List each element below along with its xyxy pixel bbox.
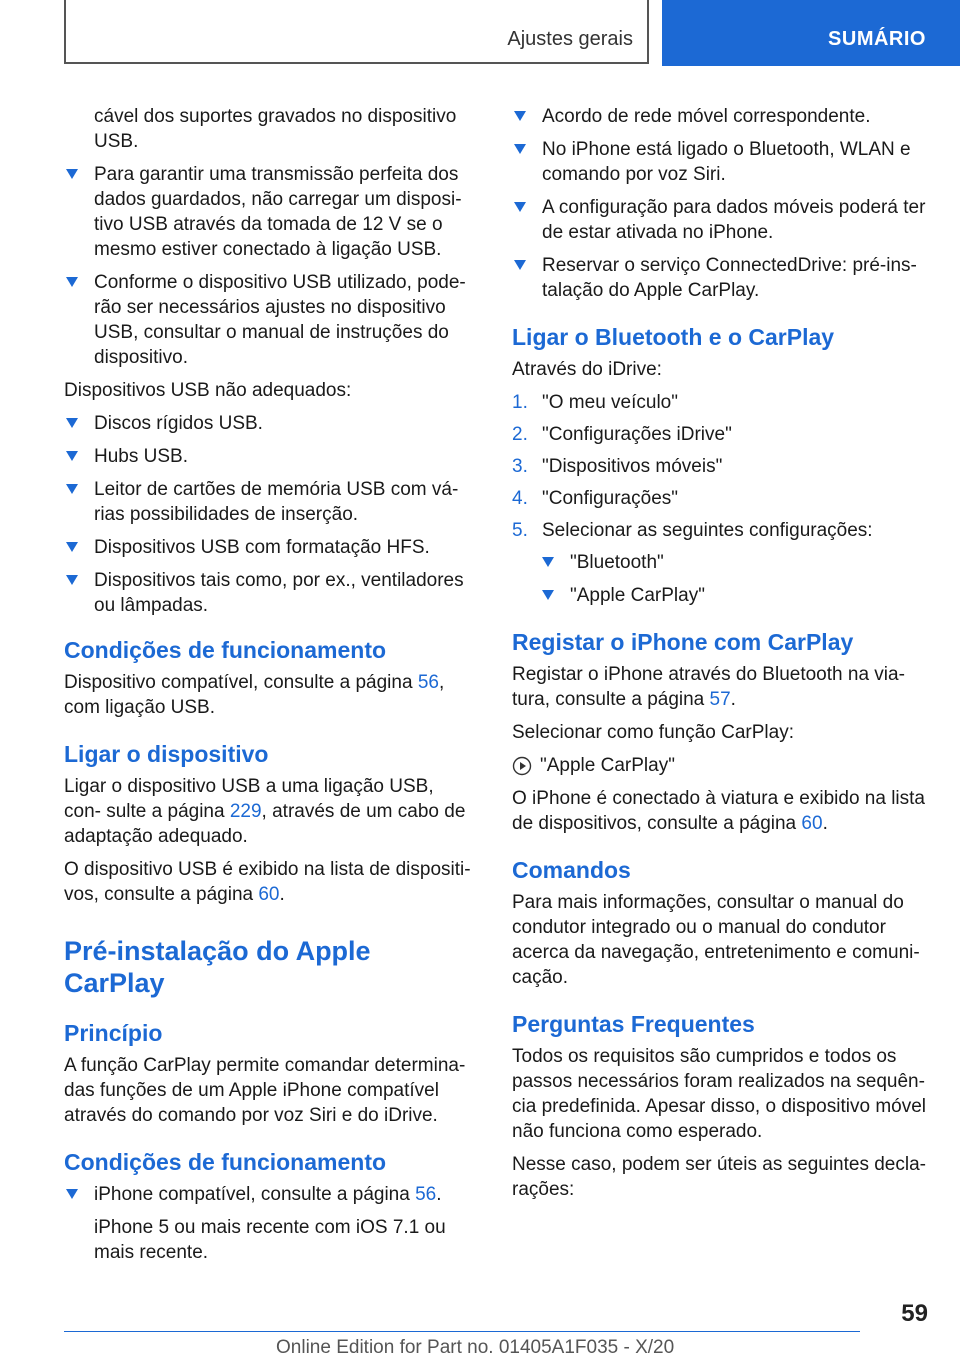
bullet-item: [64, 1182, 474, 1207]
paragraph: Para mais informações, consultar o manual do condutor integrado ou o manual do condutor acerca da navegação, entretenimento e comuni- cação.: [512, 892, 920, 988]
sub-bullet-item: [540, 583, 930, 608]
paragraph: Selecionar como função CarPlay:: [512, 722, 794, 743]
step-text: "O meu veículo": [542, 392, 678, 413]
text: , através de um cabo de adaptação adequado.: [64, 801, 466, 847]
bullet-item: [64, 411, 474, 436]
footer-divider: [64, 1331, 860, 1332]
bullet-triangle-icon: [514, 202, 526, 212]
bullet-triangle-icon: [66, 1189, 78, 1199]
toc-label: SUMÁRIO: [828, 28, 926, 50]
bullet-text: Hubs USB.: [94, 446, 188, 467]
numbered-step: [512, 390, 930, 415]
text: O iPhone é conectado à viatura e exibido na lista de dispositivos, consulte a página: [512, 788, 925, 834]
header-section-tab: [64, 0, 649, 64]
page-link[interactable]: 229: [229, 801, 262, 822]
bullet-text: Para garantir uma transmissão perfeita dos dados guardados, não carregar um disposi- tivo USB através da tomada de 12 V se o mesmo estiver conectado à ligação USB.: [94, 164, 462, 260]
step-number: 4.: [512, 488, 528, 509]
paragraph: [64, 670, 474, 720]
bullet-triangle-icon: [514, 260, 526, 270]
bullet-text: Dispositivos tais como, por ex., ventiladores ou lâmpadas.: [94, 570, 464, 616]
text: O dispositivo USB é exibido na lista de dispositi- vos, consulte a página: [64, 859, 471, 905]
step-text: "Configurações iDrive": [542, 424, 732, 445]
text: Ligar o dispositivo USB a uma ligação USB, con- sulte a página: [64, 776, 434, 822]
bullet-text: "Apple CarPlay": [570, 585, 705, 606]
bullet-triangle-icon: [66, 451, 78, 461]
heading-register-iphone: Registar o iPhone com CarPlay: [512, 629, 854, 655]
paragraph: [64, 857, 474, 907]
paragraph: [512, 786, 930, 836]
paragraph: Nesse caso, podem ser úteis as seguintes decla- rações:: [512, 1154, 926, 1200]
step-text: "Configurações": [542, 488, 679, 509]
bullet-item: [64, 568, 474, 618]
text: Registar o iPhone através do Bluetooth na via- tura, consulte a página: [512, 664, 905, 710]
heading-principle: Princípio: [64, 1020, 163, 1046]
bullet-triangle-icon: [66, 277, 78, 287]
numbered-step: [512, 454, 930, 479]
numbered-step: [512, 422, 930, 447]
step-number: 2.: [512, 424, 528, 445]
page-number: 59: [901, 1300, 928, 1327]
paragraph: [512, 662, 930, 712]
paragraph: [64, 774, 474, 849]
step-number: 1.: [512, 392, 528, 413]
bullet-triangle-icon: [514, 144, 526, 154]
heading-faq: Perguntas Frequentes: [512, 1011, 755, 1037]
bullet-triangle-icon: [66, 418, 78, 428]
text: .: [279, 884, 285, 905]
bullet-triangle-icon: [66, 542, 78, 552]
step-number: 5.: [512, 520, 528, 541]
bullet-triangle-icon: [66, 169, 78, 179]
step-number: 3.: [512, 456, 528, 477]
step-text: "Dispositivos móveis": [542, 456, 723, 477]
paragraph: A função CarPlay permite comandar determina- das funções de um Apple iPhone compatível através do comando por voz Siri e do iDrive.: [64, 1055, 466, 1126]
footer-edition: Online Edition for Part no. 01405A1F035 - X/20: [276, 1337, 675, 1358]
text: .: [730, 689, 736, 710]
section-title: Ajustes gerais: [507, 28, 633, 50]
bullet-triangle-icon: [66, 575, 78, 585]
text: Dispositivo compatível, consulte a página: [64, 672, 418, 693]
step-text: Selecionar as seguintes configurações:: [542, 520, 873, 541]
controller-press-icon: [512, 756, 532, 776]
text: , com ligação USB.: [64, 672, 445, 718]
bullet-text: Dispositivos USB com formatação HFS.: [94, 537, 430, 558]
bullet-item: [512, 137, 930, 187]
bullet-text: Acordo de rede móvel correspondente.: [542, 106, 871, 127]
paragraph: cável dos suportes gravados no dispositivo USB.: [94, 106, 457, 152]
bullet-text: Leitor de cartões de memória USB com vá- rias possibilidades de inserção.: [94, 479, 459, 525]
bullet-item: [64, 444, 474, 469]
bullet-text: iPhone compatível, consulte a página: [94, 1184, 416, 1205]
page-link[interactable]: 56: [415, 1184, 437, 1205]
heading-operating-conditions: Condições de funcionamento: [64, 637, 387, 663]
paragraph: Através do iDrive:: [512, 359, 662, 380]
bullet-text: No iPhone está ligado o Bluetooth, WLAN e comando por voz Siri.: [542, 139, 911, 185]
bullet-item: [64, 477, 474, 527]
heading-connect-device: Ligar o dispositivo: [64, 741, 269, 767]
paragraph: Dispositivos USB não adequados:: [64, 380, 352, 401]
text: .: [436, 1184, 442, 1205]
bullet-item: [64, 270, 474, 370]
control-step: [512, 753, 930, 778]
bullet-text: A configuração para dados móveis poderá ter de estar ativada no iPhone.: [542, 197, 926, 243]
page-link[interactable]: 60: [801, 813, 823, 834]
right-column: [512, 104, 930, 1210]
paragraph: iPhone 5 ou mais recente com iOS 7.1 ou mais recente.: [94, 1217, 446, 1263]
bullet-text: "Bluetooth": [570, 552, 664, 573]
bullet-text: Reservar o serviço ConnectedDrive: pré-ins- talação do Apple CarPlay.: [542, 255, 917, 301]
bullet-triangle-icon: [542, 557, 554, 567]
toc-button[interactable]: [662, 0, 960, 66]
text: .: [822, 813, 828, 834]
bullet-item: [512, 195, 930, 245]
heading-operating-conditions: Condições de funcionamento: [64, 1149, 387, 1175]
heading-commands: Comandos: [512, 857, 631, 883]
bullet-triangle-icon: [542, 590, 554, 600]
bullet-item: [512, 104, 930, 129]
heading-carplay-preinstall: Pré-instalação do Apple CarPlay: [64, 936, 371, 998]
bullet-text: Discos rígidos USB.: [94, 413, 263, 434]
heading-bluetooth-carplay: Ligar o Bluetooth e o CarPlay: [512, 324, 835, 350]
bullet-item: [64, 535, 474, 560]
sub-bullet-item: [540, 550, 930, 575]
bullet-item: [512, 253, 930, 303]
page-link[interactable]: 56: [417, 672, 439, 693]
bullet-item: [64, 162, 474, 262]
bullet-text: Conforme o dispositivo USB utilizado, pode- rão ser necessários ajustes no dispositivo USB, consultar o manual de instruções do dispositivo.: [94, 272, 466, 368]
numbered-step: [512, 518, 930, 543]
bullet-triangle-icon: [66, 484, 78, 494]
page-link[interactable]: 60: [258, 884, 280, 905]
paragraph: Todos os requisitos são cumpridos e todos os passos necessários foram realizados na sequên- cia predefinida. Apesar disso, o dispositivo móvel não funciona como esperado.: [512, 1046, 927, 1142]
numbered-step: [512, 486, 930, 511]
bullet-triangle-icon: [514, 111, 526, 121]
left-column: [64, 104, 474, 1273]
page-link[interactable]: 57: [709, 689, 731, 710]
control-text: "Apple CarPlay": [540, 755, 675, 776]
